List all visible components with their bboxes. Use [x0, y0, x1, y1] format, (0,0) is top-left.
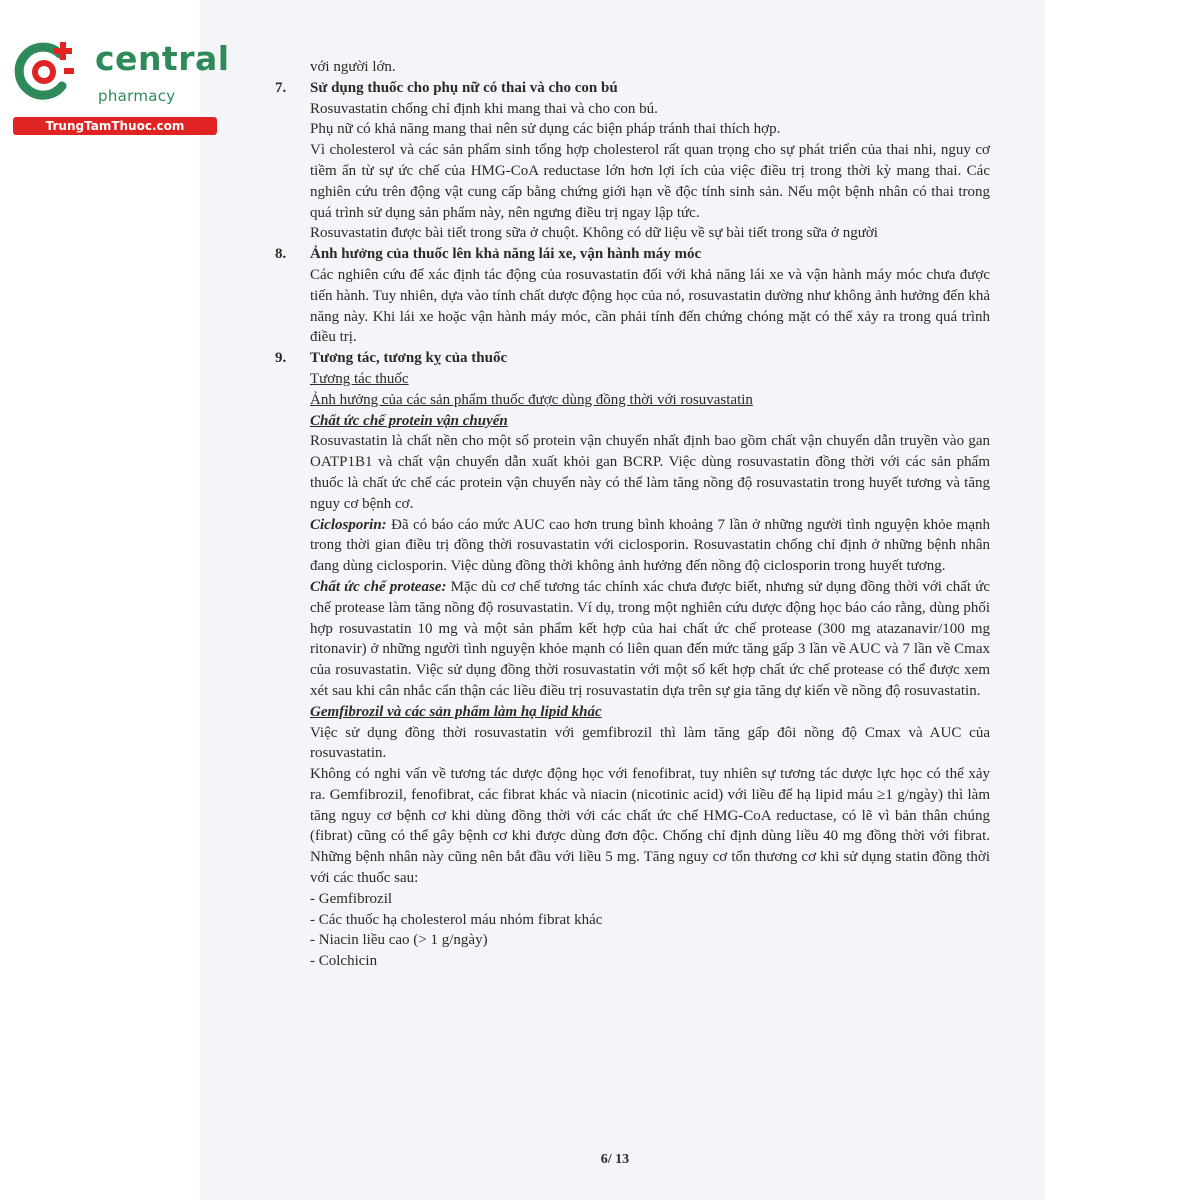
- section-7-paragraph: Rosuvastatin được bài tiết trong sữa ở chuột. Không có dữ liệu về sự bài tiết trong sữa ở người: [310, 225, 878, 242]
- ciclosporin-text: Đã có báo cáo mức AUC cao hơn trung bình khoảng 7 lần ở những người tình nguyện khỏe mạnh trong thời gian điều trị đồng thời rosuvastatin với ciclosporin. Rosuvastatin chống chỉ định ở những bệnh nhân đang dùng ciclosporin. Việc dùng đồng thời không ảnh hưởng đến nồng độ ciclosporin trong huyết tương.: [310, 516, 991, 575]
- brand-name: central: [95, 39, 230, 78]
- section-8-title: Ảnh hưởng của thuốc lên khả năng lái xe, vận hành máy móc: [310, 246, 702, 263]
- central-logo-icon: [12, 42, 78, 102]
- section-9-number: 9.: [275, 350, 287, 367]
- protease-text: Mặc dù cơ chế tương tác chính xác chưa được biết, nhưng sử dụng đồng thời với chất ức chế protease làm tăng nồng độ rosuvastatin. Ví dụ, trong một nghiên cứu dược động học báo cáo rằng, dùng phối hợp rosuvastatin 10 mg và một sản phẩm kết hợp của hai chất ức chế protease (300 mg atazanavir/100 mg ritonavir) ở những người tình nguyện khỏe mạnh có liên quan đến mức tăng gấp 3 lần về AUC và 7 lần về Cmax của rosuvastatin. Việc sử dụng đồng thời rosuvastatin với một số kết hợp chất ức chế protease có thể được xem xét sau khi cân nhắc cẩn thận các liều điều trị rosuvastatin dựa trên sự gia tăng dự kiến về nồng độ rosuvastatin.: [310, 578, 991, 699]
- transport-inhibitor-heading: Chất ức chế protein vận chuyển: [310, 412, 508, 429]
- page-number: 6/ 13: [600, 1152, 630, 1167]
- gemfibrozil-heading: Gemfibrozil và các sản phẩm làm hạ lipid khác: [310, 703, 602, 720]
- section-9-heading: [275, 348, 990, 369]
- section-9-title: Tương tác, tương kỵ của thuốc: [310, 350, 508, 367]
- section-7-paragraph: Rosuvastatin chống chỉ định khi mang thai và cho con bú.: [310, 100, 658, 117]
- ciclosporin-label: Ciclosporin:: [310, 516, 387, 533]
- protease-paragraph: [275, 577, 990, 702]
- ciclosporin-paragraph: [275, 515, 990, 577]
- protease-label: Chất ức chế protease:: [310, 578, 447, 595]
- list-item: - Các thuốc hạ cholesterol máu nhóm fibrat khác: [310, 911, 603, 928]
- section-8-heading: [275, 244, 990, 265]
- transport-inhibitor-paragraph: Rosuvastatin là chất nền cho một số protein vận chuyển nhất định bao gồm chất vận chuyển dẫn truyền vào gan OATP1B1 và chất vận chuyển dẫn xuất khỏi gan BCRP. Việc dùng rosuvastatin đồng thời với các sản phẩm thuốc là chất ức chế các protein vận chuyển này có thể làm tăng nồng độ rosuvastatin trong huyết tương và tăng nguy cơ bệnh cơ.: [310, 433, 990, 512]
- section-7-title: Sử dụng thuốc cho phụ nữ có thai và cho con bú: [310, 79, 618, 96]
- brand-logo[interactable]: [8, 36, 230, 136]
- drug-interaction-subheading: Tương tác thuốc: [310, 370, 409, 387]
- gemfibrozil-paragraph: Việc sử dụng đồng thời rosuvastatin với gemfibrozil thì làm tăng gấp đôi nồng độ Cmax và AUC của rosuvastatin.: [310, 724, 990, 762]
- fenofibrate-paragraph: Không có nghi vấn về tương tác dược động học với fenofibrat, tuy nhiên sự tương tác dược lực học có thể xảy ra. Gemfibrozil, fenofibrat, các fibrat khác và niacin (nicotinic acid) với liều để hạ lipid máu ≥1 g/ngày) thì làm tăng nguy cơ bệnh cơ khi dùng đồng thời với các chất ức chế HMG-CoA reductase, có lẽ vì bản thân chúng (fibrat) cũng có thể gây bệnh cơ khi được dùng đơn độc. Chống chỉ định dùng liều 40 mg đồng thời với fibrat. Những bệnh nhân này cũng nên bắt đầu với liều 5 mg. Tăng nguy cơ tổn thương cơ khi sử dụng statin đồng thời với các thuốc sau:: [310, 766, 990, 887]
- section-8-number: 8.: [275, 246, 287, 263]
- section-8-paragraph: Các nghiên cứu để xác định tác động của rosuvastatin đối với khả năng lái xe và vận hành máy móc chưa được tiến hành. Tuy nhiên, dựa vào tính chất dược động học của nó, rosuvastatin dường như không ảnh hưởng đến khả năng này. Khi lái xe hoặc vận hành máy móc, cần phải tính đến chứng chóng mặt có thể xảy ra trong quá trình điều trị.: [310, 266, 990, 346]
- section-7-number: 7.: [275, 79, 287, 96]
- brand-banner[interactable]: TrungTamThuoc.com: [13, 117, 217, 135]
- section-7-heading: [275, 78, 990, 99]
- section-7-paragraph: Vì cholesterol và các sản phẩm sinh tổng hợp cholesterol rất quan trọng cho sự phát triển của thai nhi, nguy cơ tiềm ẩn từ sự ức chế của HMG-CoA reductase lớn hơn lợi ích của việc điều trị trong thời kỳ mang thai. Các nghiên cứu trên động vật cung cấp bằng chứng giới hạn về độc tính sinh sản. Nếu một bệnh nhân có thai trong quá trình sử dụng sản phẩm này, nên ngưng điều trị ngay lập tức.: [310, 142, 990, 221]
- brand-subtitle: pharmacy: [98, 87, 176, 105]
- document-content: [275, 57, 990, 972]
- list-item: - Niacin liều cao (> 1 g/ngày): [310, 932, 488, 949]
- section-7-paragraph: Phụ nữ có khả năng mang thai nên sử dụng các biện pháp tránh thai thích hợp.: [310, 121, 781, 138]
- statin-risk-list: [275, 889, 990, 972]
- concomitant-products-subheading: Ảnh hưởng của các sản phẩm thuốc được dùng đồng thời với rosuvastatin: [310, 391, 753, 408]
- list-item: - Colchicin: [310, 953, 378, 970]
- continuation-line: với người lớn.: [310, 59, 396, 75]
- list-item: - Gemfibrozil: [310, 890, 393, 907]
